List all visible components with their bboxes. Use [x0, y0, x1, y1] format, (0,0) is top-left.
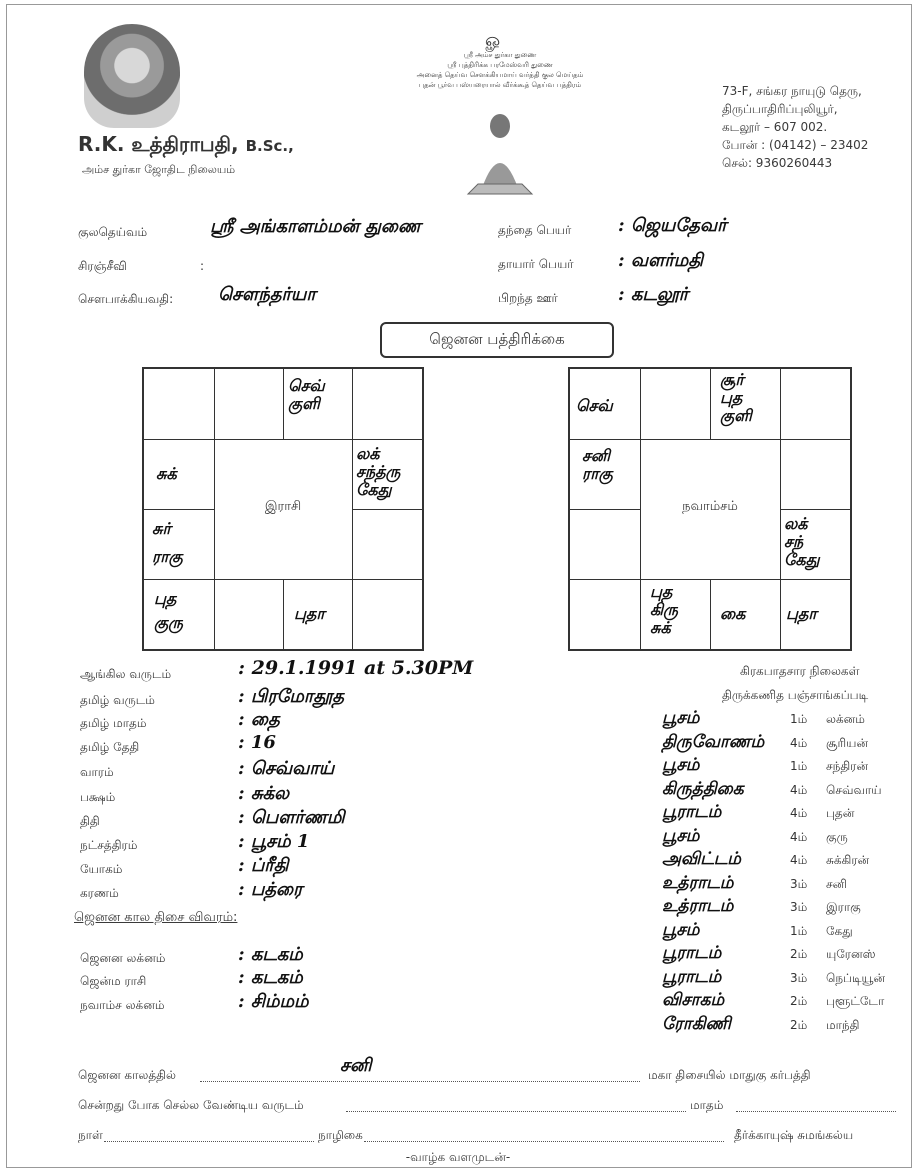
rasi-chart — [142, 367, 424, 651]
nakshatra-value: உத்ராடம் — [662, 896, 734, 916]
planet-label: சந் — [784, 532, 804, 551]
dasa-value: : கடகம் — [238, 944, 303, 965]
nakshatra-value: அவிட்டம் — [662, 849, 741, 869]
birth-info-label: திதி — [80, 814, 100, 828]
birth-info-label: நட்சத்திரம் — [80, 838, 138, 852]
birth-info-label: யோகம் — [80, 862, 123, 876]
footer-dotted-line — [364, 1140, 724, 1142]
birth-info-value: : தை — [238, 709, 280, 730]
navamsa-cell — [650, 583, 678, 637]
father-value: : ஜெயதேவர் — [618, 215, 727, 236]
ciranjivi-value: : — [200, 259, 205, 273]
planet-label: சுர் — [152, 519, 171, 538]
footer-line3-label: நாள் — [78, 1128, 103, 1142]
nakshatra-value: உத்ராடம் — [662, 873, 734, 893]
om-icon: ௐ — [485, 30, 503, 51]
birth-info-label: தமிழ் வருடம் — [80, 693, 155, 707]
planet-label: கேது — [356, 480, 392, 499]
planet-label: குளி — [288, 394, 320, 413]
dasa-heading: ஜெனன கால திசை விவரம்: — [74, 910, 238, 925]
planet-name: நெப்டியூன் — [826, 971, 886, 985]
mother-value: : வளர்மதி — [618, 250, 704, 271]
birthplace-value: : கடலூர் — [618, 284, 689, 305]
navamsa-cell — [576, 397, 613, 415]
navamsa-cell — [786, 605, 817, 623]
right-heading-2: திருக்கணித பஞ்சாங்கப்படி — [722, 688, 869, 702]
planet-label: லக் — [356, 444, 380, 463]
right-heading-1: கிரகபாதசார நிலைகள் — [740, 664, 860, 678]
rasi-cell — [356, 445, 400, 499]
planet-label: கை — [720, 604, 746, 623]
birth-info-value: : 16 — [238, 732, 276, 753]
pada-value: 2ம் — [790, 1018, 808, 1032]
planet-label: புதா — [786, 604, 817, 623]
nakshatra-value: பூசம் — [662, 708, 700, 728]
planet-label: புத — [650, 582, 673, 601]
sai-baba-portrait — [84, 24, 180, 128]
footer-line3-mid: நாழிகை — [318, 1128, 363, 1142]
planet-name: புளூட்டோ — [826, 994, 885, 1008]
birth-info-label: தமிழ் தேதி — [80, 740, 140, 754]
birth-info-value: : பத்ரை — [238, 879, 303, 900]
document-title: ஜெனன பத்திரிக்கை — [380, 322, 614, 358]
pada-value: 4ம் — [790, 853, 808, 867]
sowbhagyavathi-value: சௌந்தர்யா — [218, 284, 316, 305]
planet-label: சூர் — [720, 370, 744, 389]
pada-value: 3ம் — [790, 877, 808, 891]
address-line: 73-F, சங்கர நாயுடு தெரு, — [722, 84, 862, 98]
dasa-label: நவாம்ச லக்னம் — [80, 998, 165, 1012]
planet-name: யுரேனஸ் — [826, 947, 876, 961]
navamsa-cell — [582, 447, 613, 483]
deity-figure-icon — [460, 108, 540, 196]
planet-label: செவ் — [288, 376, 325, 395]
ciranjivi-label: சிரஞ்சீவி — [78, 259, 127, 273]
planet-name: கேது — [826, 924, 853, 938]
planet-name: குரு — [826, 830, 848, 844]
planet-name: சனி — [826, 877, 847, 891]
deity-line: ஸ்ரீ அம்ச துர்கா துணை — [463, 51, 537, 59]
rasi-cell — [294, 605, 325, 623]
dasa-label: ஜென்ம ராசி — [80, 974, 147, 988]
birth-info-label: கரணம் — [80, 886, 119, 900]
dasa-value: : கடகம் — [238, 967, 303, 988]
footer-line2-suffix: மாதம் — [690, 1098, 724, 1112]
planet-label: குரு — [154, 613, 183, 632]
footer-line1-suffix: மகா திசையில் மாதுகு கர்பத்தி — [648, 1068, 811, 1082]
footer-dotted-line — [346, 1110, 686, 1112]
deity-line: அனைத் தெய்வ சௌக்கியமாய் வர்த்தி குல மெய்தம் — [416, 71, 584, 79]
pada-value: 2ம் — [790, 947, 808, 961]
planet-name: சந்திரன் — [826, 759, 869, 773]
planet-label: ராகு — [152, 547, 183, 566]
kuladeivam-value: ஸ்ரீ அங்காளம்மன் துணை — [210, 216, 421, 237]
mobile-line: செல்: 9360260443 — [722, 156, 833, 170]
footer-line1-label: ஜெனன காலத்தில் — [78, 1068, 176, 1082]
address-line: கடலூர் – 607 002. — [722, 120, 828, 134]
blessing-text: -வாழ்க வளமுடன்- — [405, 1150, 511, 1164]
planet-label: புத — [720, 388, 743, 407]
pada-value: 4ம் — [790, 736, 808, 750]
nakshatra-value: பூராடம் — [662, 802, 722, 822]
astrologer-name-text: R.K. உத்திராபதி, — [78, 132, 239, 156]
planet-name: மாந்தி — [826, 1018, 860, 1032]
planet-name: செவ்வாய் — [826, 783, 882, 797]
planet-label: புதா — [294, 604, 325, 623]
pada-value: 1ம் — [790, 924, 808, 938]
nakshatra-value: திருவோணம் — [662, 732, 765, 752]
pada-value: 4ம் — [790, 806, 808, 820]
navamsa-chart — [568, 367, 852, 651]
navamsa-center-label: நவாம்சம் — [682, 499, 738, 514]
dasa-label: ஜெனன லக்னம் — [80, 951, 166, 965]
deity-line: ஸ்ரீ புத்திரிக்க பரமேஸ்வரி துணை — [447, 61, 553, 69]
pada-value: 3ம் — [790, 971, 808, 985]
footer-line2-label: சென்றது போக செல்ல வேண்டிய வருடம் — [78, 1098, 304, 1112]
planet-label: கேது — [784, 550, 820, 569]
planet-label: செவ் — [576, 396, 613, 415]
birth-info-label: பக்ஷம் — [80, 790, 116, 804]
institution-name: அம்ச துர்கா ஜோதிட நிலையம் — [82, 163, 236, 176]
planet-name: புதன் — [826, 806, 855, 820]
planet-label: லக் — [784, 514, 808, 533]
planet-label: சுக் — [156, 464, 177, 483]
nakshatra-value: பூசம் — [662, 826, 700, 846]
rasi-cell — [154, 587, 183, 635]
nakshatra-value: விசாகம் — [662, 990, 725, 1010]
nakshatra-value: கிருத்திகை — [662, 779, 744, 799]
address-block — [722, 82, 868, 172]
kuladeivam-label: குலதெய்வம் — [78, 225, 148, 239]
navamsa-cell — [784, 515, 819, 569]
navamsa-cell — [720, 371, 752, 425]
pada-value: 3ம் — [790, 900, 808, 914]
rasi-cell — [156, 465, 177, 483]
planet-name: இராகு — [826, 900, 861, 914]
deity-lines — [340, 50, 660, 90]
nakshatra-value: ரோகிணி — [662, 1014, 731, 1034]
birth-info-label: தமிழ் மாதம் — [80, 716, 147, 730]
footer-dasa-value: சனி — [340, 1055, 372, 1076]
pada-value: 1ம் — [790, 759, 808, 773]
birth-info-value: : பிரமோதூத — [238, 686, 344, 707]
astrologer-name — [78, 132, 294, 159]
astrologer-degree: B.Sc., — [245, 137, 294, 155]
nakshatra-value: பூசம் — [662, 920, 700, 940]
pada-value: 4ம் — [790, 783, 808, 797]
footer-dotted-line — [736, 1110, 896, 1112]
birth-info-value: : சுக்ல — [238, 783, 290, 804]
birth-info-value: : 29.1.1991 at 5.30PM — [238, 657, 474, 679]
footer-line3-suffix: தீர்க்காயுஷ் சுமங்கல்ய — [734, 1128, 854, 1142]
nakshatra-value: பூசம் — [662, 755, 700, 775]
planet-label: புத — [154, 589, 177, 608]
planet-label: சந்த்ரு — [356, 462, 401, 481]
phone-line: போன் : (04142) – 23402 — [722, 138, 869, 152]
nakshatra-value: பூராடம் — [662, 943, 722, 963]
planet-label: சுக் — [650, 618, 671, 637]
birth-info-label: ஆங்கில வருடம் — [80, 667, 172, 681]
birth-info-value: : செவ்வாய் — [238, 758, 335, 779]
nakshatra-value: பூராடம் — [662, 967, 722, 987]
footer-dotted-line — [200, 1080, 640, 1082]
rasi-center-label: இராசி — [264, 499, 302, 514]
rasi-cell — [288, 377, 325, 413]
birth-info-value: : ப்ரீதி — [238, 855, 289, 876]
pada-value: 1ம் — [790, 712, 808, 726]
pada-value: 4ம் — [790, 830, 808, 844]
address-line: திருப்பாதிரிப்புலியூர், — [722, 102, 838, 116]
mother-label: தாயார் பெயர் — [498, 257, 574, 271]
planet-label: குளி — [720, 406, 752, 425]
dasa-value: : சிம்மம் — [238, 991, 309, 1012]
birth-info-label: வாரம் — [80, 765, 114, 779]
planet-label: ராகு — [582, 464, 613, 483]
rasi-cell — [152, 515, 183, 571]
navamsa-cell — [720, 605, 745, 623]
planet-label: கிரு — [650, 600, 678, 619]
birth-info-value: : பூசம் 1 — [238, 831, 310, 852]
planet-label: சனி — [582, 446, 610, 465]
planet-name: லக்னம் — [826, 712, 865, 726]
deity-line: புதன் பூர்வ பஸ்யரையால் வீர்க்கூத் தெய்வ பத்திரம் — [418, 81, 582, 89]
birth-info-value: : பௌர்ணமி — [238, 807, 345, 828]
birthplace-label: பிறந்த ஊர் — [498, 291, 558, 305]
father-label: தந்தை பெயர் — [498, 223, 572, 237]
sowbhagyavathi-label: சௌபாக்கியவதி: — [78, 292, 174, 306]
footer-dotted-line — [104, 1140, 314, 1142]
planet-name: சுக்கிரன் — [826, 853, 870, 867]
planet-name: சூரியன் — [826, 736, 869, 750]
pada-value: 2ம் — [790, 994, 808, 1008]
